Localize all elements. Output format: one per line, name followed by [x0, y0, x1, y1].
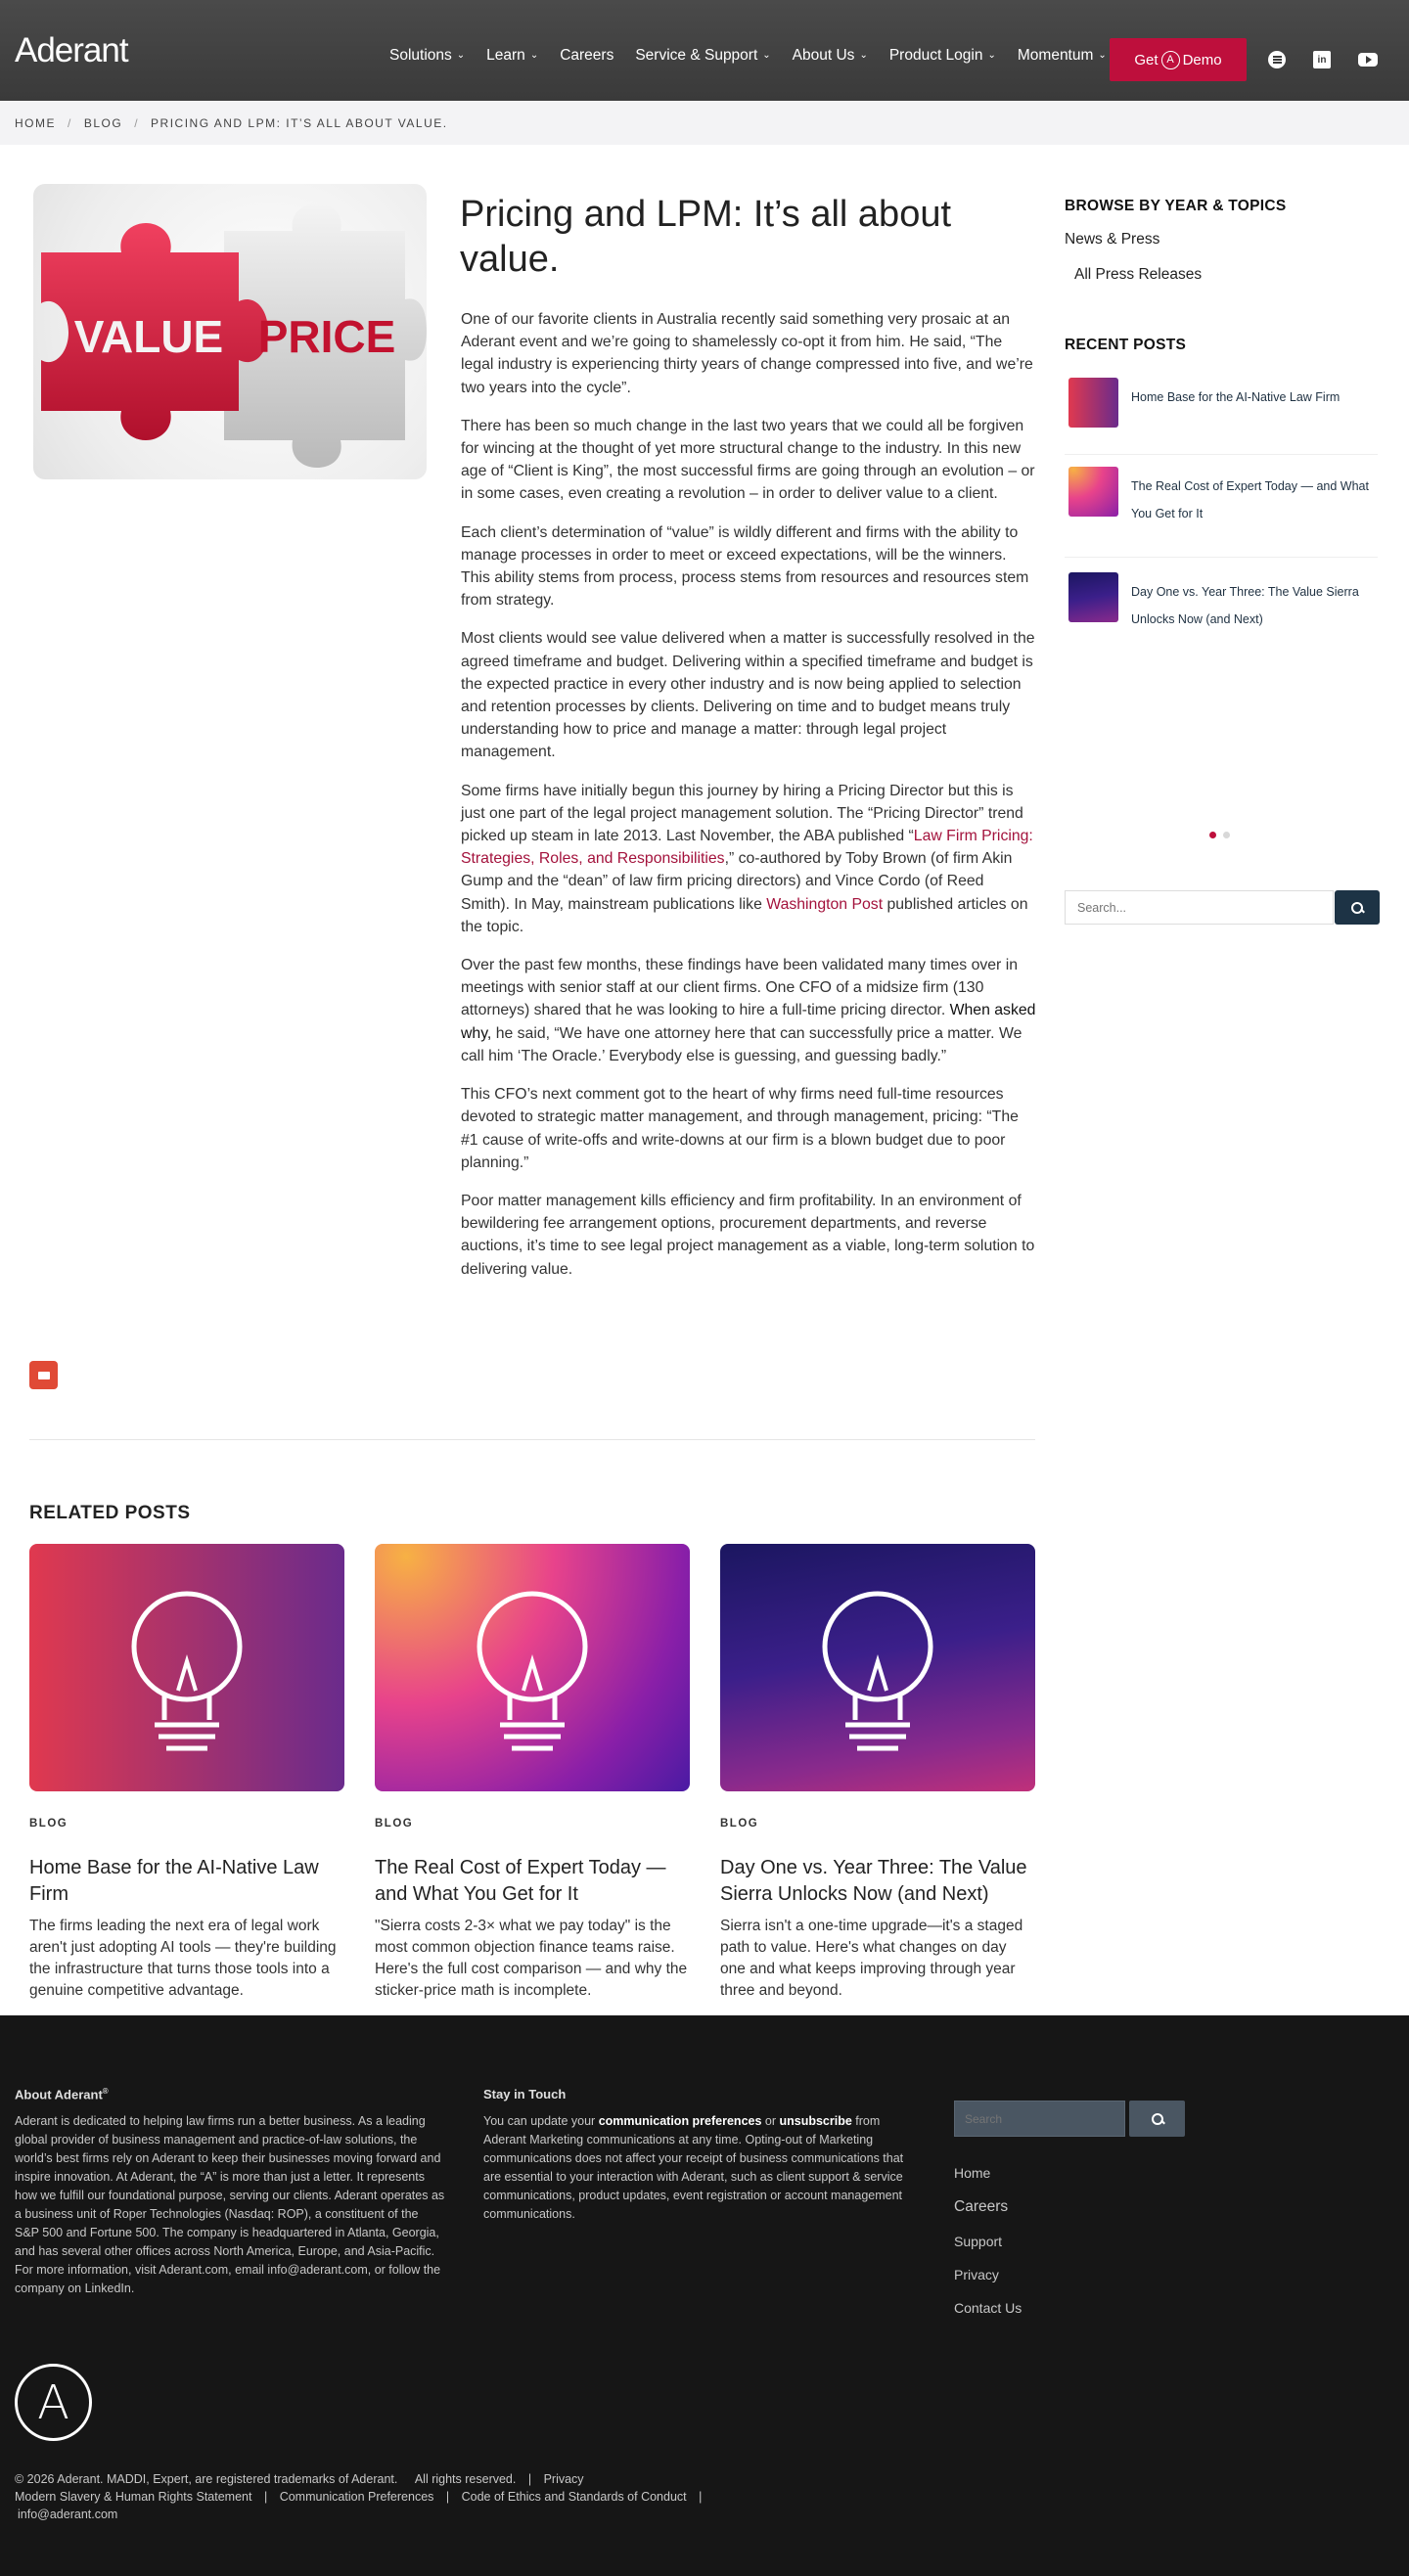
about-text: Aderant is dedicated to helping law firms run a better business. As a leading global provider of business management and practice-of-law solutions, the world’s best firms rely on Aderant to keep their businesses moving forward and inspire innovation. At Aderant, the “A” is more than just a letter. It represents how we fulfill our foundational purpose, serving our clients. Aderant operates as a business unit of Roper Technologies (Nasdaq: ROP), a constituent of the S&P 500 and Fortune 500. The company is headquartered in Atlanta, Georgia, and has several other offices across North America, Europe, and Asia-Pacific. For more information, visit Aderant.com, email info@aderant.com, or follow the company on LinkedIn. — [15, 2114, 445, 2295]
nav-about-us[interactable] — [793, 47, 868, 65]
nav-product-login[interactable] — [889, 47, 996, 65]
article-paragraph — [461, 780, 1036, 938]
post-title[interactable]: Home Base for the AI-Native Law Firm — [29, 1857, 319, 1905]
link-label: unsubscribe — [779, 2114, 852, 2128]
get-demo-button[interactable] — [1110, 38, 1247, 81]
article-paragraph — [461, 954, 1036, 1067]
post-excerpt: "Sierra costs 2-3× what we pay today" is the most common objection finance teams raise. Here's the full cost comparison — and why the sticker-price math is incomplete. — [375, 1918, 688, 1999]
legal-line-3 — [18, 2506, 117, 2523]
copyright-text: © 2026 Aderant. MADDI, Expert, are registered trademarks of Aderant. — [15, 2472, 398, 2486]
recent-post-title: The Real Cost of Expert Today — and What You Get for It — [1131, 479, 1369, 520]
stay-in-touch-text — [483, 2112, 909, 2224]
recent-post-item[interactable] — [1065, 562, 1378, 663]
nav-label: About Us — [792, 47, 855, 64]
site-footer — [0, 2015, 1409, 2576]
nav-learn[interactable] — [486, 47, 538, 65]
related-post-card[interactable] — [29, 1544, 344, 2002]
news-press-link[interactable]: News & Press — [1065, 231, 1160, 248]
recent-post-thumbnail — [1068, 467, 1118, 517]
breadcrumb — [0, 101, 1409, 145]
link-label: communication preferences — [598, 2114, 762, 2128]
spotify-icon[interactable] — [1268, 51, 1286, 68]
post-excerpt: The firms leading the next era of legal work aren't just adopting AI tools — they're building the infrastructure that turns those tools into a genuine competitive advantage. — [29, 1918, 337, 1999]
related-post-card[interactable] — [375, 1544, 690, 2002]
chevron-down-icon: ⌄ — [529, 49, 539, 61]
lightbulb-icon — [29, 1544, 344, 1791]
aderant-a-logo[interactable]: A — [15, 2364, 92, 2441]
breadcrumb-current: PRICING AND LPM: IT’S ALL ABOUT VALUE. — [151, 115, 448, 130]
legal-line-1 — [15, 2470, 584, 2488]
footer-link-home[interactable]: Home — [954, 2165, 991, 2181]
text-run: You can update your — [483, 2114, 599, 2128]
footer-link-support[interactable]: Support — [954, 2234, 1003, 2249]
recent-post-item[interactable] — [1065, 456, 1378, 558]
separator: | — [527, 2472, 532, 2486]
article-paragraph: Poor matter management kills efficiency and firm profitability. In an environment of bewildering fee arrangement options, procurement departments, and reverse auctions, it’s time to see legal project management as a viable, long-term solution to delivering value. — [461, 1192, 1035, 1278]
footer-search-button[interactable] — [1129, 2101, 1185, 2137]
footer-link-privacy[interactable]: Privacy — [954, 2267, 999, 2282]
carousel-dot-active[interactable] — [1209, 832, 1216, 838]
chevron-down-icon: ⌄ — [456, 49, 466, 61]
nav-label: Solutions — [389, 47, 452, 64]
nav-label: Product Login — [888, 47, 983, 64]
divider — [29, 1439, 1035, 1440]
linkedin-icon[interactable]: in — [1313, 51, 1331, 68]
youtube-icon[interactable] — [1358, 53, 1378, 67]
demo-label-post: Demo — [1182, 51, 1222, 68]
washington-post-link[interactable]: Washington Post — [766, 895, 884, 913]
chevron-down-icon: ⌄ — [1098, 49, 1107, 61]
nav-label: Careers — [560, 47, 614, 64]
text-run: Some firms have initially begun this journey by hiring a Pricing Director but this is just one part of the legal project management solution. The “Pricing Director” trend picked up steam in late 2013. Last November, the ABA published “ — [461, 782, 1023, 845]
text-run: ,” co-authored by Toby Brown (of firm Akin Gump and the “dean” of law firm pricing directors) and Vince Cordo (of Reed Smith). In May, mainstream publications like — [461, 850, 1013, 913]
recent-post-title: Home Base for the AI-Native Law Firm — [1131, 390, 1341, 404]
breadcrumb-separator: / — [134, 115, 140, 130]
puzzle-price-text: PRICE — [257, 311, 396, 362]
browse-heading: BROWSE BY YEAR & TOPICS — [1065, 198, 1287, 214]
separator: | — [263, 2490, 268, 2504]
law-firm-pricing-link[interactable]: Law Firm Pricing: Strategies, Roles, and Responsibilities — [461, 828, 1033, 868]
post-title[interactable]: The Real Cost of Expert Today — and What You Get for It — [375, 1857, 666, 1905]
text-run: or — [761, 2114, 780, 2128]
separator: | — [445, 2490, 450, 2504]
breadcrumb-home[interactable]: HOME — [15, 115, 56, 130]
rights-text: All rights reserved. — [414, 2472, 517, 2486]
footer-email-link[interactable]: info@aderant.com — [18, 2508, 118, 2521]
nav-label: Learn — [486, 47, 525, 64]
recent-post-thumbnail — [1068, 572, 1118, 622]
sidebar-search-button[interactable] — [1335, 890, 1380, 925]
nav-label: Momentum — [1017, 47, 1094, 64]
post-category[interactable]: BLOG — [720, 1818, 759, 1830]
code-of-ethics-link[interactable]: Code of Ethics and Standards of Conduct — [461, 2490, 687, 2504]
breadcrumb-separator: / — [68, 115, 72, 130]
lightbulb-icon — [375, 1544, 690, 1791]
demo-label-pre: Get — [1134, 51, 1159, 68]
carousel-dot[interactable] — [1223, 832, 1230, 838]
text-run: Over the past few months, these findings have been validated many times over in meetings with senior staff at our client firms. One CFO of a midsize firm (130 attorneys) shared that he was looking to hire a full-time pricing director. — [461, 957, 1018, 1019]
related-post-card[interactable] — [720, 1544, 1035, 2002]
recent-post-item[interactable] — [1065, 367, 1378, 455]
post-title[interactable]: Day One vs. Year Three: The Value Sierra Unlocks Now (and Next) — [720, 1857, 1027, 1905]
heading-pre: RELATED — [29, 1503, 125, 1523]
puzzle-value-text: VALUE — [73, 311, 224, 362]
carousel-dots — [1209, 832, 1230, 838]
related-posts-heading — [29, 1503, 191, 1524]
text-run: from Aderant Marketing communications at any time. Opting-out of Marketing communications does not affect your receipt of business communications that are essential to your interaction with Aderant, such as client support & service communications, product updates, event registration or account management communications. — [483, 2114, 904, 2221]
post-category[interactable]: BLOG — [29, 1818, 68, 1830]
legal-line-2 — [15, 2488, 710, 2506]
registered-mark: ® — [102, 2087, 109, 2096]
aderant-a-icon: A — [1161, 51, 1180, 69]
nav-solutions[interactable] — [389, 47, 465, 65]
article-paragraph: Each client’s determination of “value” is wildly different and firms with the ability to manage processes in order to meet or exceed expectations, will be the winners. This ability stems from process, process stems from resources and resources stem from strategy. — [461, 523, 1029, 610]
search-icon — [1152, 2113, 1163, 2125]
unsubscribe-link[interactable] — [779, 2114, 851, 2128]
recent-posts-heading: RECENT POSTS — [1065, 337, 1187, 353]
search-icon — [1351, 902, 1363, 914]
aderant-logo[interactable]: Aderant — [15, 31, 128, 69]
page-title: Pricing and LPM: It’s all about value. — [460, 194, 952, 280]
article-body — [461, 308, 1036, 1296]
text-run: he said, “We have one attorney here that can successfully price a matter. We call him ‘The Oracle.’ Everybody else is guessing, and guessing badly.” — [461, 1024, 1023, 1064]
chevron-down-icon: ⌄ — [762, 49, 771, 61]
recent-post-title: Day One vs. Year Three: The Value Sierra Unlocks Now (and Next) — [1131, 585, 1359, 626]
footer-link-careers[interactable]: Careers — [954, 2198, 1009, 2215]
post-thumbnail[interactable] — [375, 1544, 690, 1791]
stay-in-touch-heading: Stay in Touch — [483, 2087, 567, 2101]
email-share-icon[interactable] — [29, 1361, 58, 1389]
recent-post-thumbnail — [1068, 378, 1118, 428]
main-nav — [389, 47, 1128, 65]
text-run: published articles on the topic. — [461, 895, 1028, 935]
article-paragraph: One of our favorite clients in Australia recently said something very prosaic at an Aderant event and we’re going to shamelessly co-opt it from him. He said, “The legal industry is experiencing thirty years of change compressed into five, and we’re two years into the cycle”. — [461, 311, 1033, 396]
chevron-down-icon: ⌄ — [987, 49, 996, 61]
footer-search-input[interactable] — [954, 2101, 1125, 2137]
communication-preferences-footer-link[interactable]: Communication Preferences — [279, 2490, 434, 2504]
breadcrumb-blog[interactable]: BLOG — [83, 115, 123, 130]
lightbulb-icon — [720, 1544, 1035, 1791]
puzzle-graphic — [33, 184, 427, 479]
main-content — [0, 145, 1409, 2015]
text-run: When asked why, — [461, 1002, 1036, 1042]
modern-slavery-link[interactable]: Modern Slavery & Human Rights Statement — [15, 2490, 252, 2504]
article-paragraph: Most clients would see value delivered when a matter is successfully resolved in the agreed timeframe and budget. Delivering within a specified timeframe and budget is the expected practice in every other industry and is now being applied to selection and retention processes by clients. Delivering on time and to budget means truly understanding how to price and manage a matter: through legal project management. — [461, 630, 1035, 761]
separator: | — [699, 2490, 703, 2504]
value-price-puzzle-image — [33, 184, 427, 479]
chevron-down-icon: ⌄ — [859, 49, 868, 61]
post-category[interactable]: BLOG — [375, 1818, 414, 1830]
heading-bold: POSTS — [124, 1503, 191, 1523]
privacy-link[interactable]: Privacy — [543, 2472, 584, 2486]
footer-link-contact[interactable]: Contact Us — [954, 2300, 1023, 2316]
about-heading-text: About Aderant — [15, 2087, 103, 2102]
about-heading — [15, 2087, 109, 2101]
nav-label: Service & Support — [635, 47, 758, 64]
article-paragraph: There has been so much change in the last two years that we could all be forgiven for wincing at the thought of yet more structural change to the industry. In this new age of “Client is King”, the most successful firms are going through an evolution – or in some cases, even creating a revolution – in order to deliver value to a client. — [461, 417, 1035, 503]
site-header — [0, 0, 1409, 101]
sidebar-search-input[interactable] — [1065, 890, 1334, 925]
communication-preferences-link[interactable] — [599, 2114, 762, 2128]
nav-momentum[interactable] — [1018, 47, 1107, 65]
article-paragraph: This CFO’s next comment got to the heart of why firms need full-time resources devoted to strategic matter management, and through management, pricing: “The #1 cause of write-offs and write-downs at our firm is a blown budget due to poor planning.” — [461, 1086, 1019, 1171]
post-thumbnail[interactable] — [29, 1544, 344, 1791]
nav-careers[interactable] — [560, 47, 614, 65]
post-excerpt: Sierra isn't a one-time upgrade—it's a staged path to value. Here's what changes on day one and what keeps improving through year three and beyond. — [720, 1918, 1023, 1999]
post-thumbnail[interactable] — [720, 1544, 1035, 1791]
nav-service-support[interactable] — [635, 47, 770, 65]
press-releases-link[interactable]: All Press Releases — [1074, 266, 1203, 283]
